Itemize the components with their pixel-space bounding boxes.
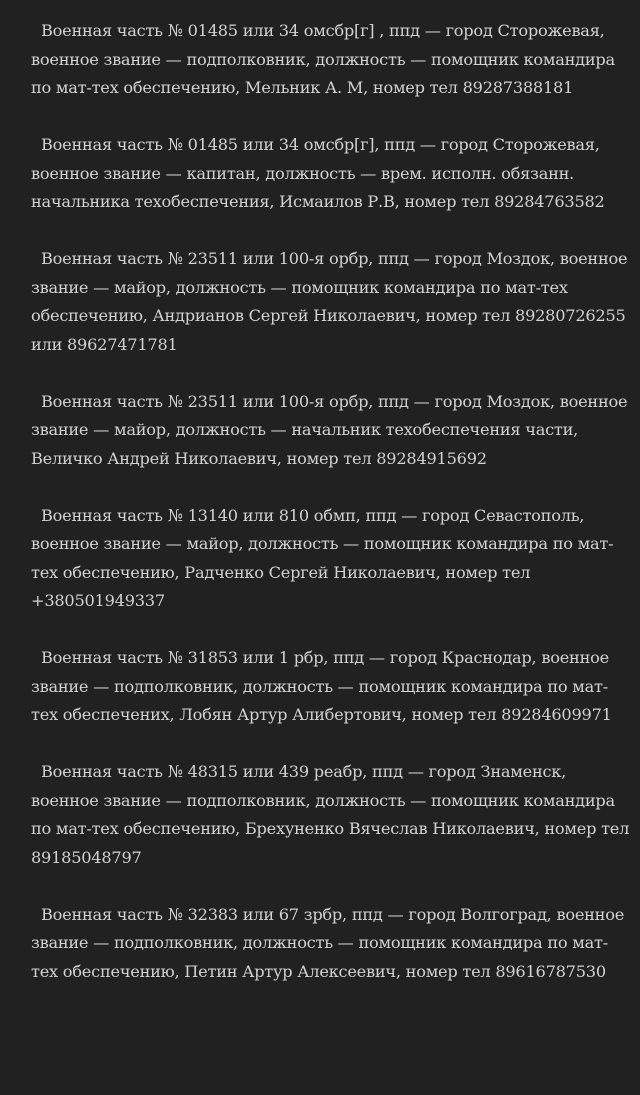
unit-entry-3: Военная часть № 23511 или 100-я орбр, ппд — город Моздок, военное звание — майор, должность — помощник командира по мат-тех обеспечению, Андрианов Сергей Николаевич, номер тел 89280726255 или 89627471781 [31, 249, 628, 354]
unit-entry-6: Военная часть № 31853 или 1 рбр, ппд — город Краснодар, военное звание — подполковник, должность — помощник командира по мат-тех обеспечених, Лобян Артур Алибертович, номер тел 89284609971 [31, 648, 612, 724]
unit-entry-2: Военная часть № 01485 или 34 омсбр[г], ппд — город Сторожевая, военное звание — капитан, должность — врем. исполн. обязанн. начальника техобеспечения, Исмаилов Р.В, номер тел 89284763582 [31, 135, 605, 211]
unit-entry-4: Военная часть № 23511 или 100-я орбр, ппд — город Моздок, военное звание — майор, должность — начальник техобеспечения части, Величко Андрей Николаевич, номер тел 89284915692 [31, 391, 628, 468]
unit-entry-1: Военная часть № 01485 или 34 омсбр[г] , ппд — город Сторожевая, военное звание — подполковник, должность — помощник командира по мат-тех обеспечению, Мельник А. М, номер тел 89287388181 [31, 21, 615, 97]
unit-entry-5: Военная часть № 13140 или 810 обмп, ппд — город Севастополь, военное звание — майор, должность — помощник командира по мат-тех обеспечению, Радченко Сергей Николаевич, номер тел +380501949337 [31, 505, 614, 610]
unit-entry-8: Военная часть № 32383 или 67 зрбр, ппд — город Волгоград, военное звание — подполковник, должность — помощник командира по мат-тех обеспечению, Петин Артур Алексеевич, номер тел 89616787530 [31, 904, 625, 981]
unit-entry-7: Военная часть № 48315 или 439 реабр, ппд — город Знаменск, военное звание — подполковник, должность — помощник командира по мат-тех обеспечению, Брехуненко Вячеслав Николаевич, номер тел 89185048797 [31, 762, 630, 867]
